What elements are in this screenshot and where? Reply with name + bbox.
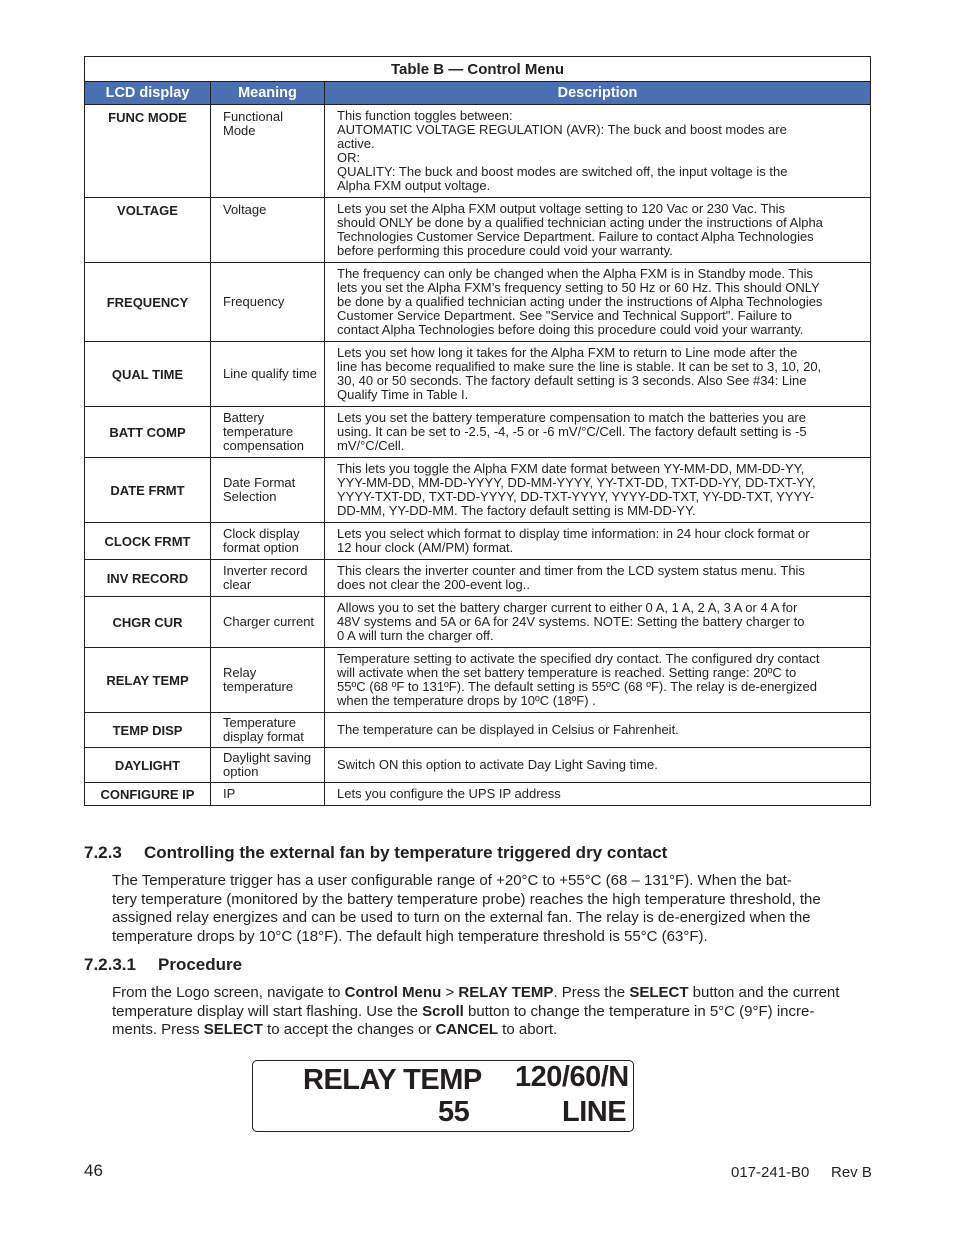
lcd-display-cell: FREQUENCY bbox=[85, 263, 211, 342]
lcd-bottom-right-text: LINE bbox=[562, 1096, 627, 1128]
table-row bbox=[85, 198, 871, 263]
description-line: Switch ON this option to activate Day Light Saving time. bbox=[337, 757, 658, 772]
procedure-line bbox=[112, 984, 874, 1003]
bold-term: Control Menu bbox=[344, 984, 442, 1001]
bold-term: SELECT bbox=[203, 1021, 263, 1038]
bold-term: Scroll bbox=[422, 1002, 464, 1020]
table-row bbox=[85, 560, 871, 597]
table-row bbox=[85, 342, 871, 407]
lcd-display-cell: TEMP DISP bbox=[85, 713, 211, 748]
lcd-display-cell: BATT COMP bbox=[85, 407, 211, 458]
table-row bbox=[85, 407, 871, 458]
revision: Rev B bbox=[831, 1164, 872, 1181]
description-line: using. It can be set to -2.5, -4, -5 or -6 mV/°C/Cell. The factory default setting is -5 bbox=[337, 424, 807, 439]
meaning-cell: Charger current bbox=[211, 597, 325, 648]
description-line: Technologies Customer Service Department. Failure to contact Alpha Technologies bbox=[337, 229, 814, 244]
lcd-display-cell: CHGR CUR bbox=[85, 597, 211, 648]
description-line: This clears the inverter counter and timer from the LCD system status menu. This bbox=[337, 563, 805, 578]
text-run: button and the current bbox=[688, 984, 840, 1001]
lcd-top-right-text: 120/60/N bbox=[515, 1061, 629, 1093]
text-run: ments. Press bbox=[112, 1021, 204, 1038]
paragraph-line: assigned relay energizes and can be used to turn on the external fan. The relay is de-energized when the bbox=[112, 909, 811, 926]
subsection-title: Procedure bbox=[158, 955, 243, 974]
table-row bbox=[85, 263, 871, 342]
procedure-paragraph bbox=[112, 984, 874, 1040]
text-run: temperature display will start flashing. Use the bbox=[112, 1002, 423, 1020]
lcd-display-cell: CLOCK FRMT bbox=[85, 523, 211, 560]
subsection-number: 7.2.3.1 bbox=[84, 955, 136, 974]
description-line: 12 hour clock (AM/PM) format. bbox=[337, 540, 514, 555]
bold-term: CANCEL bbox=[435, 1021, 499, 1038]
meaning-cell: Daylight saving option bbox=[211, 748, 325, 783]
description-line: be done by a qualified technician acting under the instructions of Alpha Technologies bbox=[337, 294, 823, 309]
description-line: Temperature setting to activate the specified dry contact. The configured dry contact bbox=[337, 651, 820, 666]
column-header-description: Description bbox=[325, 82, 871, 105]
lcd-bottom-left-text: 55 bbox=[438, 1096, 470, 1128]
paragraph-line: temperature drops by 10°C (18°F). The default high temperature threshold is 55°C (63°F). bbox=[112, 927, 708, 945]
meaning-cell: Date Format Selection bbox=[211, 458, 325, 523]
description-cell bbox=[325, 783, 871, 806]
description-cell bbox=[325, 523, 871, 560]
lcd-top-left-text: RELAY TEMP bbox=[303, 1064, 482, 1096]
description-cell bbox=[325, 198, 871, 263]
description-line: 55ºC (68 ºF to 131ºF). The default setting is 55ºC (68 ºF). The relay is de-energized bbox=[337, 679, 817, 694]
description-line: will activate when the set battery temperature is reached. Setting range: 20ºC to bbox=[337, 665, 797, 680]
description-line: does not clear the 200-event log.. bbox=[337, 577, 530, 592]
section-title: Controlling the external fan by temperature triggered dry contact bbox=[144, 843, 668, 862]
description-cell bbox=[325, 648, 871, 713]
subsection-heading bbox=[84, 955, 242, 975]
page-number: 46 bbox=[84, 1161, 103, 1180]
description-line: line has become requalified to make sure the line is stable. It can be set to 3, 10, 20, bbox=[337, 359, 822, 374]
description-cell bbox=[325, 263, 871, 342]
table-row bbox=[85, 748, 871, 783]
table-body bbox=[85, 105, 871, 806]
meaning-cell: Functional Mode bbox=[211, 105, 325, 198]
description-line: Lets you configure the UPS IP address bbox=[337, 786, 561, 801]
description-line: contact Alpha Technologies before doing this procedure could void your warranty. bbox=[337, 322, 804, 337]
description-line: lets you set the Alpha FXM’s frequency setting to 50 Hz or 60 Hz. This should ONLY bbox=[337, 280, 820, 295]
column-header-meaning: Meaning bbox=[211, 82, 325, 105]
control-menu-table-container bbox=[84, 56, 870, 806]
table-row bbox=[85, 783, 871, 806]
description-line: 48V systems and 5A or 6A for 24V systems. NOTE: Setting the battery charger to bbox=[337, 614, 805, 629]
text-run: button to change the temperature in 5°C (9°F) incre- bbox=[463, 1002, 815, 1020]
meaning-cell: Temperature display format bbox=[211, 713, 325, 748]
description-cell bbox=[325, 560, 871, 597]
control-menu-table bbox=[84, 56, 871, 806]
description-cell bbox=[325, 342, 871, 407]
description-line: Alpha FXM output voltage. bbox=[337, 178, 491, 193]
section-number: 7.2.3 bbox=[84, 843, 122, 862]
lcd-display-cell: DATE FRMT bbox=[85, 458, 211, 523]
description-line: YYY-MM-DD, MM-DD-YYYY, DD-MM-YYYY, YY-TXT-DD, TXT-DD-YY, DD-TXT-YY, bbox=[337, 475, 816, 490]
description-line: active. bbox=[337, 136, 375, 151]
description-line: Lets you set how long it takes for the Alpha FXM to return to Line mode after the bbox=[337, 345, 798, 360]
description-line: Allows you to set the battery charger current to either 0 A, 1 A, 2 A, 3 A or 4 A for bbox=[337, 600, 798, 615]
table-row bbox=[85, 713, 871, 748]
description-line: This function toggles between: bbox=[337, 108, 513, 123]
lcd-display-cell: INV RECORD bbox=[85, 560, 211, 597]
description-cell bbox=[325, 458, 871, 523]
meaning-cell: Line qualify time bbox=[211, 342, 325, 407]
document-id: 017-241-B0 bbox=[731, 1164, 810, 1181]
lcd-display-cell: FUNC MODE bbox=[85, 105, 211, 198]
section-heading bbox=[84, 843, 667, 863]
description-cell bbox=[325, 407, 871, 458]
lcd-display-cell: VOLTAGE bbox=[85, 198, 211, 263]
lcd-display-panel bbox=[252, 1060, 634, 1132]
procedure-line bbox=[112, 1021, 874, 1040]
column-header-lcd: LCD display bbox=[85, 82, 211, 105]
text-run: From the Logo screen, navigate to bbox=[112, 984, 345, 1001]
description-cell bbox=[325, 713, 871, 748]
table-caption: Table B — Control Menu bbox=[85, 57, 871, 82]
text-run: . Press the bbox=[553, 984, 630, 1001]
meaning-cell: Relay temperature bbox=[211, 648, 325, 713]
table-row bbox=[85, 458, 871, 523]
text-run: > bbox=[441, 984, 459, 1001]
meaning-cell: Battery temperature compensation bbox=[211, 407, 325, 458]
description-cell bbox=[325, 748, 871, 783]
text-run: to abort. bbox=[498, 1021, 558, 1038]
description-line: should ONLY be done by a qualified technician acting under the instructions of Alpha bbox=[337, 215, 823, 230]
table-row bbox=[85, 523, 871, 560]
description-line: AUTOMATIC VOLTAGE REGULATION (AVR): The buck and boost modes are bbox=[337, 122, 787, 137]
lcd-display-cell: DAYLIGHT bbox=[85, 748, 211, 783]
description-line: before performing this procedure could void your warranty. bbox=[337, 243, 673, 258]
description-line: 30, 40 or 50 seconds. The factory default setting is 3 seconds. Also See #34: Line bbox=[337, 373, 807, 388]
lcd-display-cell: CONFIGURE IP bbox=[85, 783, 211, 806]
section-paragraph bbox=[112, 872, 874, 946]
table-row bbox=[85, 648, 871, 713]
paragraph-line: The Temperature trigger has a user configurable range of +20°C to +55°C (68 – 131°F). When the bat- bbox=[112, 872, 792, 889]
table-row bbox=[85, 597, 871, 648]
procedure-line bbox=[112, 1003, 874, 1022]
description-line: This lets you toggle the Alpha FXM date format between YY-MM-DD, MM-DD-YY, bbox=[337, 461, 805, 476]
description-line: The temperature can be displayed in Celsius or Fahrenheit. bbox=[337, 722, 679, 737]
description-cell bbox=[325, 597, 871, 648]
meaning-cell: Clock display format option bbox=[211, 523, 325, 560]
lcd-display-cell: RELAY TEMP bbox=[85, 648, 211, 713]
lcd-display-cell: QUAL TIME bbox=[85, 342, 211, 407]
description-line: DD-MM, YY-DD-MM. The factory default setting is MM-DD-YY. bbox=[337, 503, 696, 518]
meaning-cell: Voltage bbox=[211, 198, 325, 263]
meaning-cell: Frequency bbox=[211, 263, 325, 342]
bold-term: RELAY TEMP bbox=[458, 984, 554, 1001]
description-line: when the temperature drops by 10ºC (18ºF) . bbox=[337, 693, 596, 708]
meaning-cell: Inverter record clear bbox=[211, 560, 325, 597]
description-line: Lets you set the battery temperature compensation to match the batteries you are bbox=[337, 410, 806, 425]
description-line: OR: bbox=[337, 150, 361, 165]
meaning-cell: IP bbox=[211, 783, 325, 806]
description-line: Lets you set the Alpha FXM output voltage setting to 120 Vac or 230 Vac. This bbox=[337, 201, 786, 216]
paragraph-line: tery temperature (monitored by the battery temperature probe) reaches the high temperature threshold, the bbox=[112, 890, 821, 908]
description-line: Qualify Time in Table I. bbox=[337, 387, 469, 402]
text-run: to accept the changes or bbox=[262, 1021, 436, 1038]
description-line: QUALITY: The buck and boost modes are switched off, the input voltage is the bbox=[337, 164, 788, 179]
description-line: mV/°C/Cell. bbox=[337, 438, 405, 453]
description-line: 0 A will turn the charger off. bbox=[337, 628, 494, 643]
description-line: Customer Service Department. See "Service and Technical Support". Failure to bbox=[337, 308, 792, 323]
bold-term: SELECT bbox=[629, 984, 689, 1001]
description-line: YYYY-TXT-DD, TXT-DD-YYYY, DD-TXT-YYYY, YYYY-DD-TXT, YY-DD-TXT, YYYY- bbox=[337, 489, 815, 504]
description-cell bbox=[325, 105, 871, 198]
description-line: The frequency can only be changed when the Alpha FXM is in Standby mode. This bbox=[337, 266, 813, 281]
description-line: Lets you select which format to display time information: in 24 hour clock format or bbox=[337, 526, 810, 541]
table-row bbox=[85, 105, 871, 198]
